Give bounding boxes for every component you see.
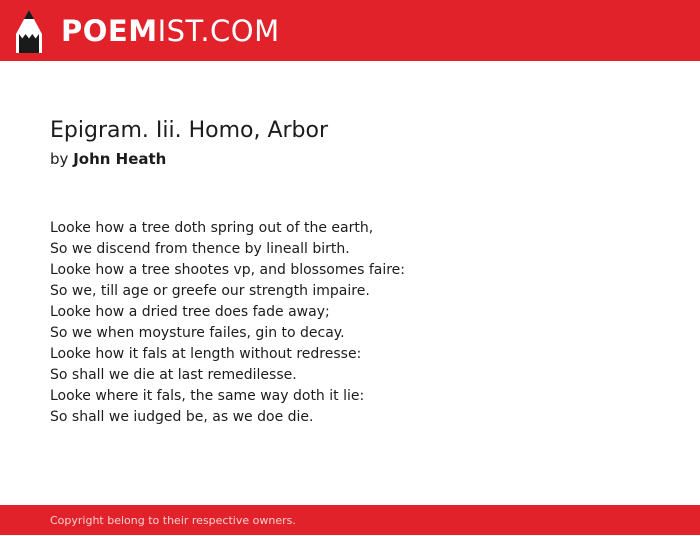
- poem-line: Looke how a tree shootes vp, and blossomes faire:: [50, 262, 406, 278]
- poem-line: Looke where it fals, the same way doth it lie:: [50, 388, 365, 404]
- copyright-notice: Copyright belong to their respective owners.: [50, 514, 296, 527]
- poem-line: Looke how a tree doth spring out of the earth,: [50, 220, 374, 236]
- poem-author: John Heath: [73, 150, 167, 168]
- logo-text-light: IST.COM: [157, 14, 280, 48]
- site-header: [0, 0, 700, 61]
- poem-line: So shall we die at last remedilesse.: [50, 367, 297, 383]
- byline-label: by: [50, 150, 69, 168]
- poem-line: So we when moysture failes, gin to decay.: [50, 325, 345, 341]
- poem-line: So we, till age or greefe our strength impaire.: [50, 283, 370, 299]
- pencil-icon: [16, 10, 42, 53]
- poem-line: So we discend from thence by lineall birth.: [50, 241, 350, 257]
- poem-body: [50, 218, 650, 428]
- poem-title: Epigram. Iii. Homo, Arbor: [50, 118, 329, 143]
- site-logo-text: [61, 9, 280, 53]
- site-footer: [0, 505, 700, 535]
- poem-byline: [50, 148, 166, 170]
- poem-line: So shall we iudged be, as we doe die.: [50, 409, 314, 425]
- poem-line: Looke how a dried tree does fade away;: [50, 304, 330, 320]
- logo-text-bold: POEM: [61, 14, 158, 48]
- poem-line: Looke how it fals at length without redresse:: [50, 346, 362, 362]
- site-logo[interactable]: [16, 9, 280, 53]
